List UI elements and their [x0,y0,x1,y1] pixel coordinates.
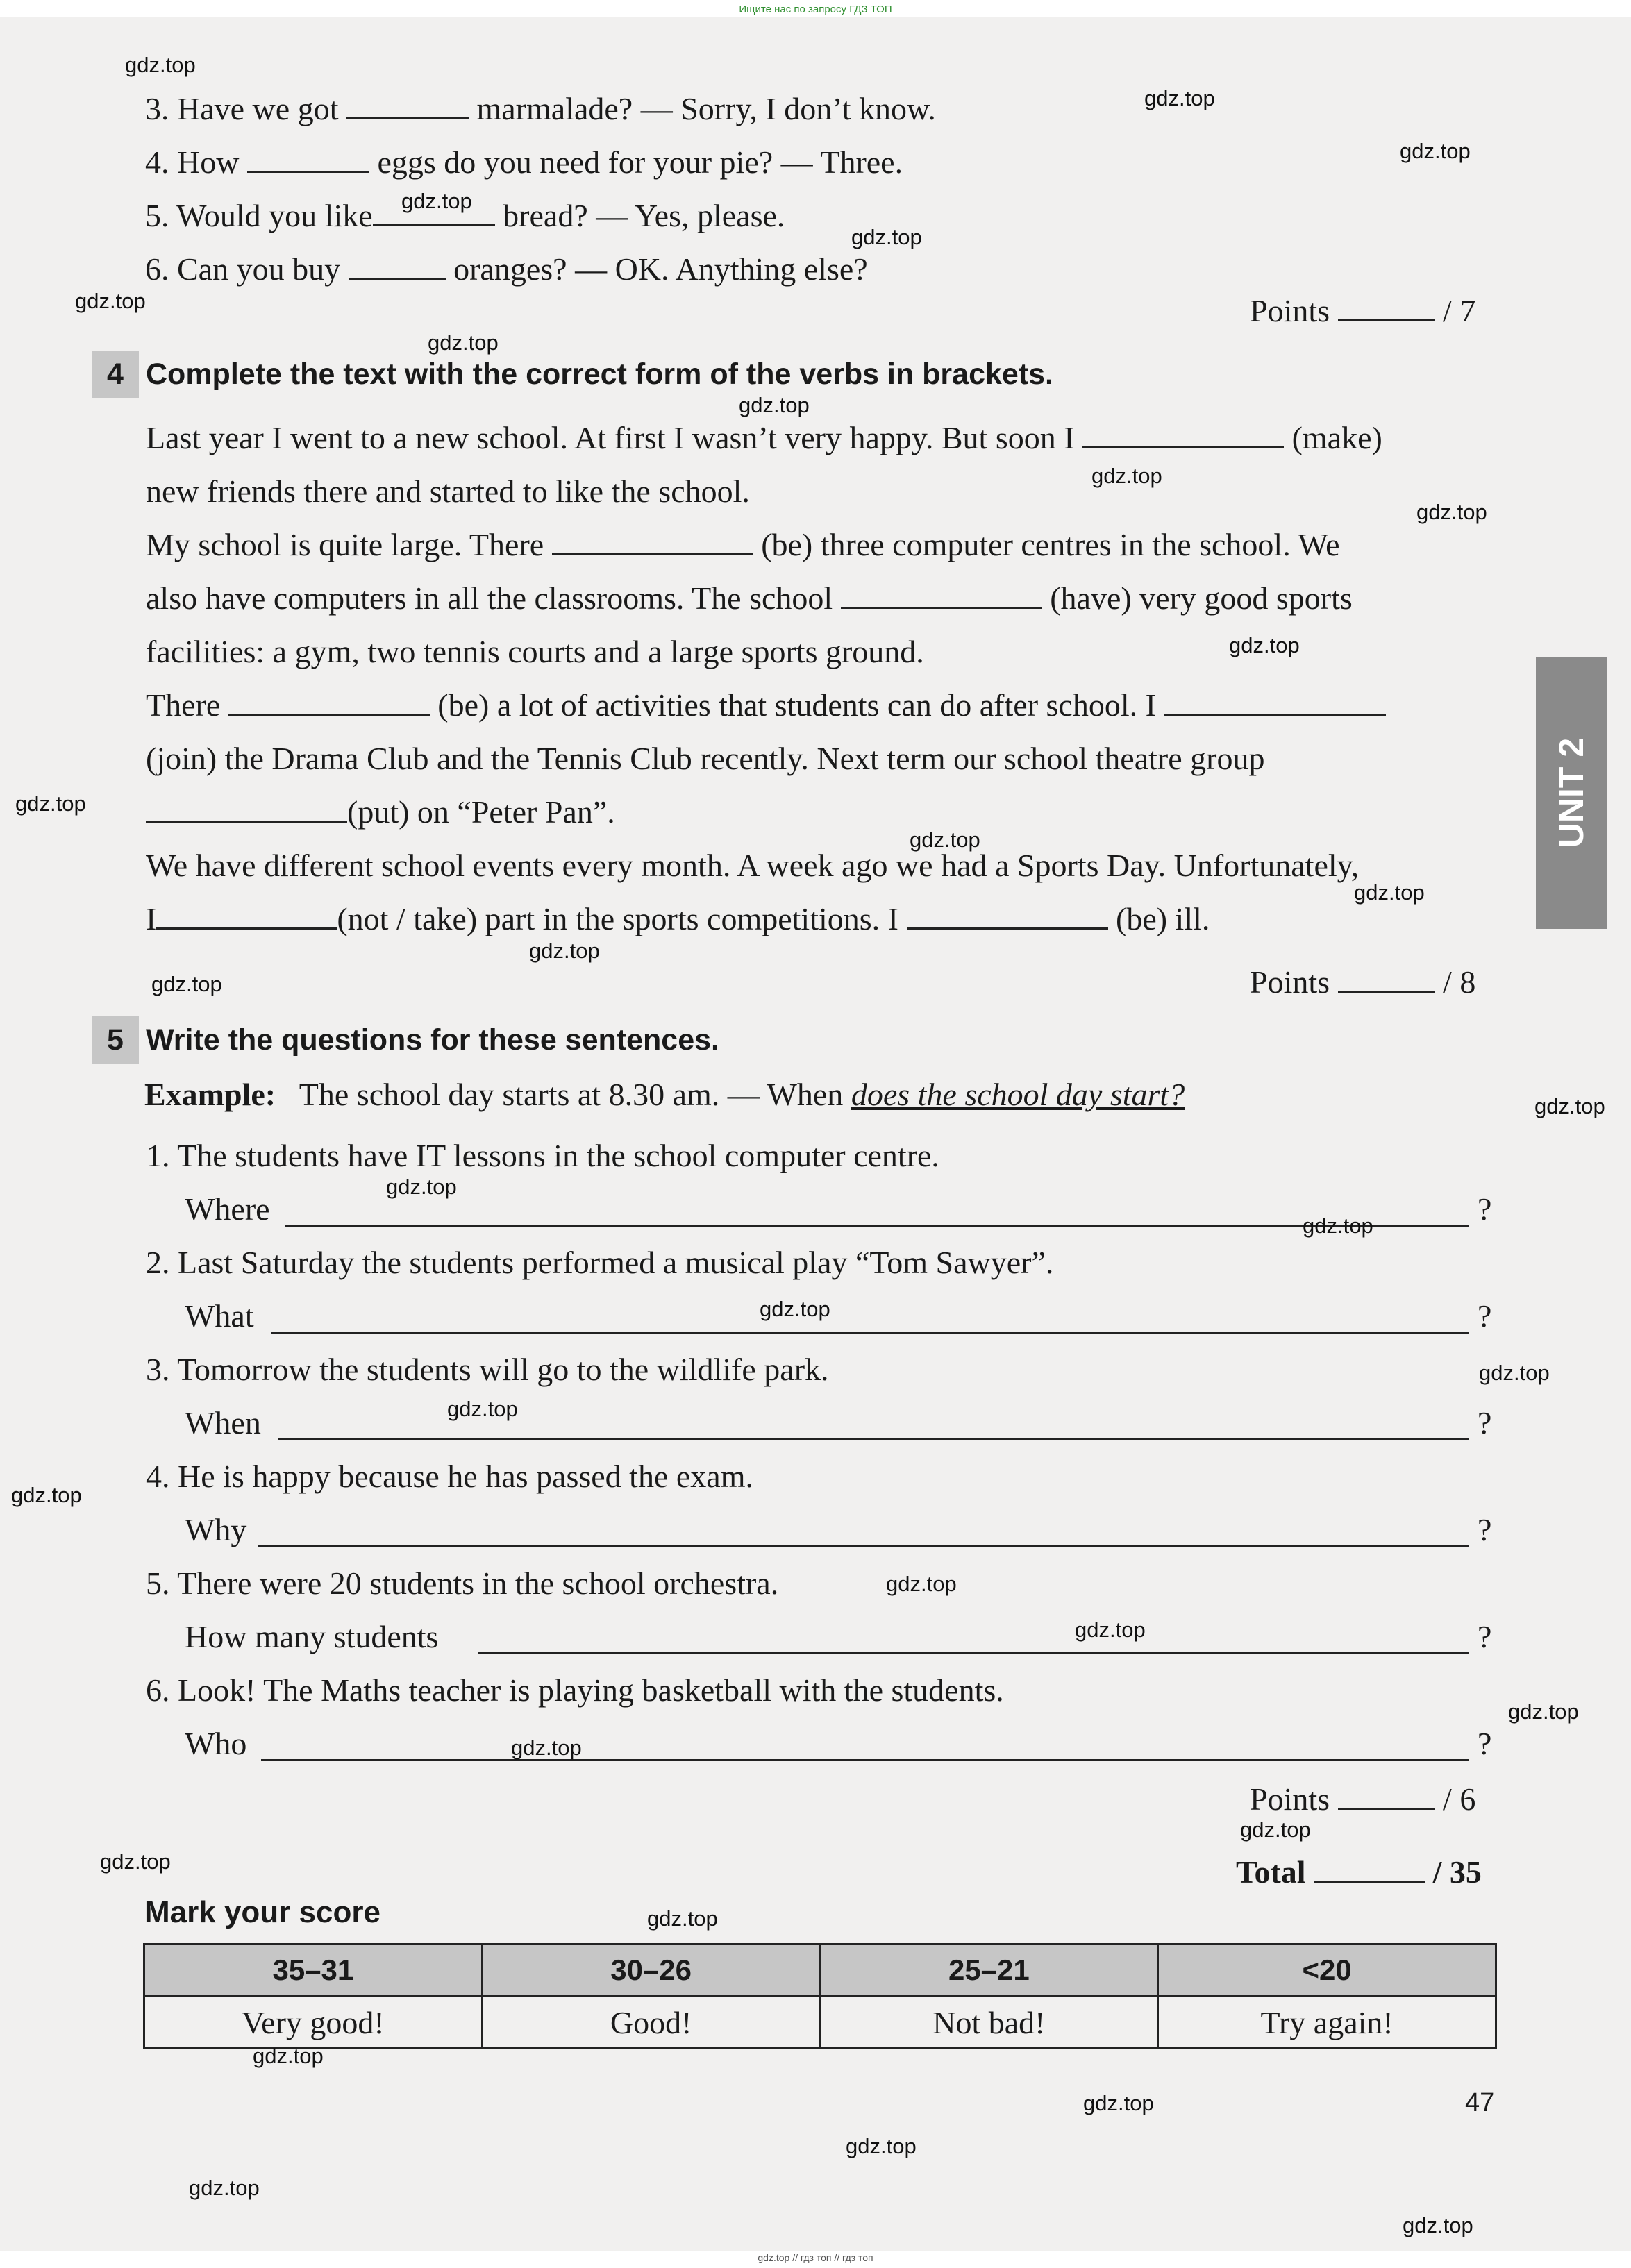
ex5-heading [92,1016,719,1064]
watermark: gdz.top [886,1572,957,1596]
score-label: Good! [482,1997,820,2049]
ex3-item-6: 6. Can you buy oranges? — OK. Anything else? [145,251,868,287]
watermark: gdz.top [386,1175,457,1199]
exercise-number: 4 [92,351,139,398]
answer-blank[interactable] [1164,693,1386,716]
watermark: gdz.top [1091,464,1162,488]
ex4-line-3: My school is quite large. There (be) three computer centres in the school. We [146,527,1340,562]
ex3-item-5: 5. Would you like bread? — Yes, please. [145,198,785,233]
score-label: Very good! [144,1997,483,2049]
watermark: gdz.top [11,1483,82,1507]
watermark: gdz.top [1479,1361,1550,1385]
watermark: gdz.top [647,1906,718,1931]
exercise-number: 5 [92,1016,139,1064]
ex5-item-1-sentence: 1. The students have IT lessons in the school computer centre. [146,1138,939,1173]
watermark: gdz.top [1400,139,1471,163]
question-mark: ? [1478,1726,1492,1761]
page-number: 47 [1465,2088,1495,2117]
ex5-item-3-sentence: 3. Tomorrow the students will go to the wildlife park. [146,1352,829,1387]
watermark: gdz.top [75,289,146,313]
answer-blank[interactable] [552,532,753,555]
ex5-item-2-question: What [185,1298,254,1334]
answer-blank[interactable] [228,693,430,716]
ex3-points: Points / 7 [1250,293,1476,328]
ex5-item-6-sentence: 6. Look! The Maths teacher is playing basketball with the students. [146,1672,1004,1708]
ex5-item-4-sentence: 4. He is happy because he has passed the exam. [146,1459,753,1494]
question-mark: ? [1478,1405,1492,1440]
watermark: gdz.top [1229,633,1300,657]
watermark: gdz.top [760,1297,830,1321]
points-blank[interactable] [1338,299,1435,321]
watermark: gdz.top [846,2134,917,2158]
score-title: Mark your score [144,1895,380,1929]
ex5-item-5-sentence: 5. There were 20 students in the school orchestra. [146,1565,779,1601]
watermark: gdz.top [529,939,600,963]
score-range: <20 [1158,1944,1496,1997]
watermark: gdz.top [739,393,810,417]
total-blank[interactable] [1314,1860,1425,1883]
ex4-line-8: (put) on “Peter Pan”. [146,795,615,830]
answer-line[interactable] [258,1545,1469,1547]
answer-line[interactable] [278,1438,1469,1440]
answer-line[interactable] [285,1225,1469,1227]
ex4-line-7: (join) the Drama Club and the Tennis Club recently. Next term our school theatre group [146,741,1265,776]
ex5-item-3-question: When [185,1405,261,1440]
ex4-line-9: We have different school events every month. A week ago we had a Sports Day. Unfortunately, [146,848,1360,883]
unit-tab [1536,657,1607,929]
watermark: gdz.top [851,225,922,249]
score-range: 35–31 [144,1944,483,1997]
answer-blank[interactable] [349,257,446,280]
question-mark: ? [1478,1619,1492,1654]
question-mark: ? [1478,1191,1492,1227]
watermark: gdz.top [428,330,499,355]
watermark: gdz.top [1403,2213,1473,2237]
watermark: gdz.top [1144,86,1215,110]
watermark: gdz.top [15,791,86,816]
ex3-item-4: 4. How eggs do you need for your pie? — Three. [145,144,903,180]
watermark: gdz.top [511,1736,582,1760]
ex5-example: Example: The school day starts at 8.30 am. — When does the school day start? [144,1077,1185,1112]
ex4-points: Points / 8 [1250,964,1476,1000]
ex4-line-4: also have computers in all the classrooms. The school (have) very good sports [146,580,1353,616]
answer-blank[interactable] [1082,426,1284,448]
answer-line[interactable] [271,1332,1469,1334]
ex4-line-1: Last year I went to a new school. At first I wasn’t very happy. But soon I (make) [146,420,1382,455]
ex4-line-10: I (not / take) part in the sports competitions. I (be) ill. [146,901,1210,936]
ex5-item-1-question: Where [185,1191,270,1227]
ex4-heading [92,351,1053,398]
answer-blank[interactable] [841,586,1042,609]
ex5-item-6-question: Who [185,1726,247,1761]
ex5-item-4-question: Why [185,1512,247,1547]
answer-line[interactable] [261,1759,1469,1761]
watermark: gdz.top [1240,1817,1311,1842]
score-label: Try again! [1158,1997,1496,2049]
top-banner: Ищите нас по запросу ГДЗ ТОП [739,3,892,15]
watermark: gdz.top [1508,1699,1579,1724]
ex4-line-5: facilities: a gym, two tennis courts and a large sports ground. [146,634,924,669]
watermark: gdz.top [1354,880,1425,905]
bottom-banner: gdz.top // гдз топ // гдз топ [758,2252,873,2263]
question-mark: ? [1478,1512,1492,1547]
ex4-line-6: There (be) a lot of activities that students can do after school. I [146,688,1386,723]
total-score: Total / 35 [1236,1854,1482,1890]
answer-blank[interactable] [156,907,337,930]
watermark: gdz.top [151,972,222,996]
answer-line[interactable] [478,1652,1469,1654]
score-range: 30–26 [482,1944,820,1997]
watermark: gdz.top [1534,1094,1605,1118]
answer-blank[interactable] [907,907,1108,930]
watermark: gdz.top [1083,2091,1154,2115]
ex5-item-5-question: How many students [185,1619,439,1654]
answer-blank[interactable] [146,800,347,823]
score-table [143,1943,1497,2049]
ex5-points: Points / 6 [1250,1781,1476,1817]
watermark: gdz.top [189,2176,260,2200]
watermark: gdz.top [401,189,472,213]
watermark: gdz.top [1303,1213,1373,1238]
points-blank[interactable] [1338,1787,1435,1810]
ex3-item-3: 3. Have we got marmalade? — Sorry, I don’t know. [145,91,936,126]
question-mark: ? [1478,1298,1492,1334]
exercise-title: Complete the text with the correct form of the verbs in brackets. [146,358,1054,391]
answer-blank[interactable] [247,150,369,173]
watermark: gdz.top [1075,1618,1146,1642]
watermark: gdz.top [253,2044,324,2068]
watermark: gdz.top [100,1849,171,1874]
exercise-title: Write the questions for these sentences. [146,1023,719,1057]
unit-tab-label: UNIT 2 [1552,737,1591,848]
score-label: Not bad! [820,1997,1158,2049]
points-blank[interactable] [1338,970,1435,993]
watermark: gdz.top [125,53,196,77]
watermark: gdz.top [910,828,980,852]
ex5-item-2-sentence: 2. Last Saturday the students performed a musical play “Tom Sawyer”. [146,1245,1054,1280]
watermark: gdz.top [1416,500,1487,524]
answer-blank[interactable] [346,96,469,119]
watermark: gdz.top [447,1397,518,1421]
score-range: 25–21 [820,1944,1158,1997]
ex4-line-2: new friends there and started to like the school. [146,473,750,509]
